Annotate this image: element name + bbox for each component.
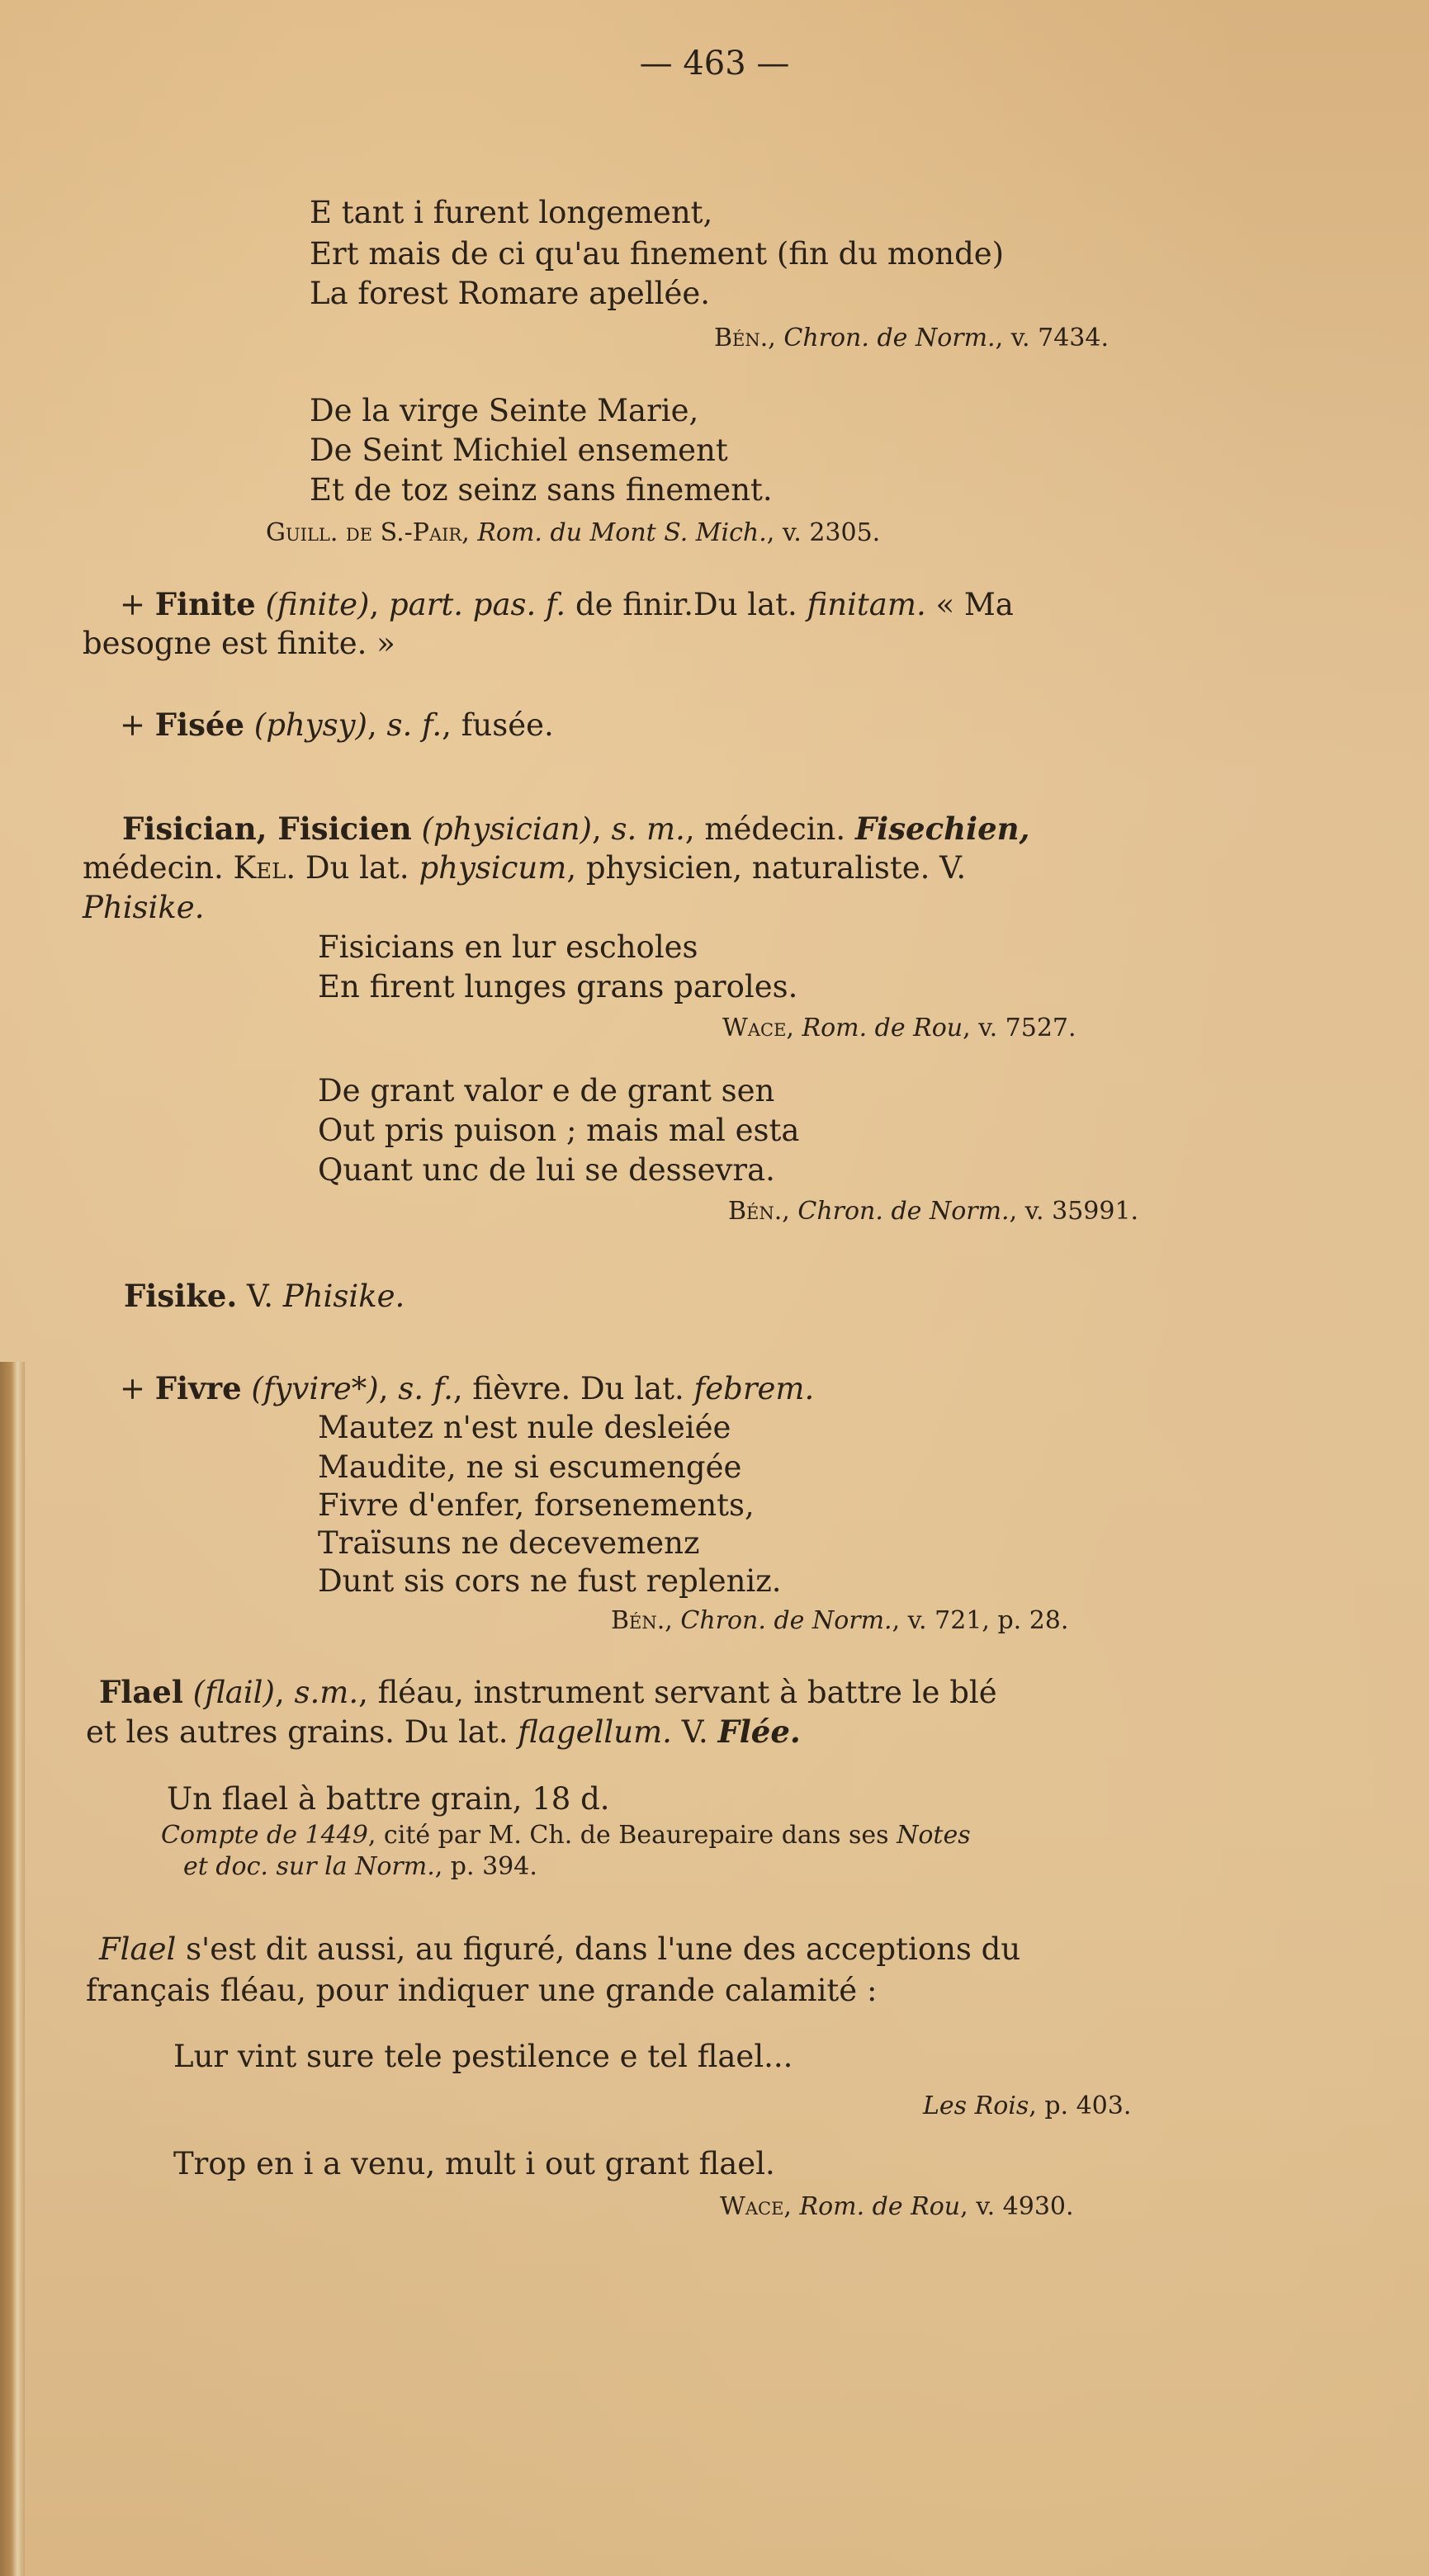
grammar: s. f. — [398, 1371, 453, 1406]
pronunciation: (flail) — [192, 1675, 275, 1710]
entry-fisike — [124, 1278, 405, 1315]
entry-line: + Finite (finite), part. pas. f. de finir.Du lat. finitam. « Ma — [120, 586, 1014, 622]
citation-ref: , v. 7527. — [963, 1014, 1076, 1042]
citation-work: Rom. du Mont S. Mich. — [477, 518, 767, 547]
citation-work: Chron. de Norm. — [783, 324, 996, 352]
citation: Wace, Rom. de Rou, v. 7527. — [722, 1014, 1076, 1042]
citation-work: Les Rois — [923, 2092, 1029, 2120]
quote-line: Trop en i a venu, mult i out grant flael. — [173, 2146, 775, 2181]
citation-cont — [183, 1852, 537, 1882]
note-text: s'est dit aussi, au figuré, dans l'une des acceptions du — [186, 1931, 1021, 1967]
citation-ref: , v. 2305. — [766, 518, 881, 547]
definition-cont: et les autres grains. Du lat. — [86, 1714, 509, 1750]
citation — [161, 1821, 971, 1850]
quote-line: Lur vint sure tele pestilence e tel flael... — [173, 2039, 793, 2074]
headword: Fivre — [154, 1370, 242, 1406]
verse-line: De Seint Michiel ensement — [310, 432, 728, 468]
definition: , fièvre. Du lat. — [452, 1371, 684, 1406]
pronunciation: (physician) — [421, 811, 592, 847]
see-marker: V. — [247, 1279, 274, 1314]
verse-line: Ert mais de ci qu'au finement (fin du monde) — [310, 236, 1005, 272]
citation-ref: , v. 7434. — [995, 324, 1109, 352]
entry-line: + Fivre (fyvire*), s. f., fièvre. Du lat. febrem. — [120, 1370, 815, 1406]
pronunciation: (fyvire*) — [251, 1371, 379, 1406]
verse-line: De grant valor e de grant sen — [318, 1073, 775, 1108]
entry-line: besogne est finite. » — [83, 626, 395, 661]
verse-line: Dunt sis cors ne fust repleniz. — [318, 1563, 782, 1599]
verse-line: Maudite, ne si escumengée — [318, 1449, 742, 1485]
verse-line: Et de toz seinz sans finement. — [310, 472, 773, 508]
entry-line — [83, 850, 966, 886]
etymon: flagellum. — [518, 1714, 672, 1750]
cross-mark-icon: + — [120, 1371, 146, 1406]
citation-ref: , v. 4930. — [960, 2192, 1074, 2221]
definition-cont: « Ma — [935, 587, 1014, 622]
headword: Fisée — [154, 707, 245, 743]
entry-line: Flael (flail), s.m., fléau, instrument servant à battre le blé — [99, 1674, 997, 1710]
citation-work: Chron. de Norm. — [797, 1197, 1010, 1226]
citation-work: Rom. de Rou — [802, 1014, 963, 1042]
headword: Flael — [99, 1674, 183, 1710]
citation-ref: , p. 394. — [434, 1852, 537, 1881]
citation-work: Chron. de Norm. — [680, 1606, 892, 1635]
citation: Bén., Chron. de Norm., v. 721, p. 28. — [611, 1606, 1069, 1635]
cross-mark-icon: + — [120, 587, 146, 622]
pronunciation: (physy) — [253, 707, 367, 743]
grammar: s. m. — [611, 811, 685, 847]
definition: , médecin. — [684, 811, 846, 847]
definition: médecin. — [83, 850, 224, 886]
citation-title: et doc. sur la Norm. — [183, 1852, 435, 1881]
grammar: s. f. — [386, 707, 442, 743]
citation: Bén., Chron. de Norm., v. 7434. — [714, 324, 1109, 352]
etym-intro: Du lat. — [305, 850, 409, 886]
citation-text: , cité par M. Ch. de Beaurepaire dans ses — [367, 1821, 889, 1850]
pronunciation: (finite) — [265, 587, 370, 622]
definition: , fléau, instrument servant à battre le blé — [358, 1675, 997, 1710]
headword-ref: Flael — [99, 1931, 177, 1967]
cross-reference: Phisike. — [282, 1279, 405, 1314]
verse-line: Fivre d'enfer, forsenements, — [318, 1487, 755, 1523]
etymon: finitam. — [807, 587, 926, 622]
verse-line: Traïsuns ne decevemenz — [318, 1525, 700, 1561]
citation-ref: , p. 403. — [1029, 2092, 1132, 2120]
citation: Wace, Rom. de Rou, v. 4930. — [720, 2192, 1074, 2221]
citation-author: Bén. — [728, 1197, 783, 1226]
citation-work: Rom. de Rou — [799, 2192, 961, 2221]
citation-author: Wace — [722, 1014, 787, 1042]
definition: de finir.Du lat. — [575, 587, 797, 622]
see-marker: V. — [681, 1714, 708, 1750]
citation-author: Guill. de S.-Pair — [266, 518, 462, 547]
citation-author: Bén. — [611, 1606, 665, 1635]
entry-line: Fisician, Fisicien (physician), s. m., médecin. Fisechien, — [122, 811, 1030, 847]
verse-line: Mautez n'est nule desleiée — [318, 1410, 731, 1445]
citation: Bén., Chron. de Norm., v. 35991. — [728, 1197, 1139, 1226]
citation-author: Bén. — [714, 324, 769, 352]
etymon: physicum — [419, 850, 567, 886]
quote-line: Un flael à battre grain, 18 d. — [167, 1781, 610, 1817]
etymon: febrem. — [693, 1371, 815, 1406]
headword: Finite — [154, 586, 256, 622]
definition: , fusée. — [442, 707, 554, 743]
verse-line: En firent lunges grans paroles. — [318, 969, 798, 1004]
citation-author: Wace — [720, 2192, 784, 2221]
page-number: — 463 — — [639, 45, 790, 83]
cross-reference: Flée. — [717, 1713, 801, 1750]
citation-ref: , v. 721, p. 28. — [892, 1606, 1069, 1635]
source-abbrev: Kel. — [233, 850, 296, 886]
entry-line — [86, 1713, 801, 1751]
grammar: s.m. — [294, 1675, 359, 1710]
verse-line: Quant unc de lui se dessevra. — [318, 1152, 775, 1188]
headword: Fisike. — [124, 1278, 238, 1314]
citation-work: Compte de 1449 — [161, 1821, 368, 1850]
figurative-note-cont: français fléau, pour indiquer une grande calamité : — [86, 1973, 878, 2008]
cross-mark-icon: + — [120, 707, 146, 743]
page-binding-edge — [0, 1362, 25, 2576]
figurative-note — [99, 1931, 1020, 1968]
grammar: part. pas. f. — [388, 587, 566, 622]
verse-line: La forest Romare apellée. — [310, 276, 711, 311]
gloss: , physicien, naturaliste. V. — [566, 850, 967, 886]
entry-fisee: + Fisée (physy), s. f., fusée. — [120, 707, 554, 743]
headword: Fisician, Fisicien — [122, 811, 412, 847]
verse-line: Fisicians en lur escholes — [318, 929, 698, 965]
citation-ref: , v. 35991. — [1009, 1197, 1139, 1226]
citation — [923, 2092, 1131, 2121]
cross-reference: Phisike. — [83, 890, 205, 925]
verse-line: Out pris puison ; mais mal esta — [318, 1113, 800, 1148]
citation-title: Notes — [897, 1821, 971, 1850]
citation: Guill. de S.-Pair, Rom. du Mont S. Mich., v. 2305. — [266, 518, 881, 547]
variant: Fisechien, — [854, 811, 1030, 847]
verse-line: De la virge Seinte Marie, — [310, 393, 699, 428]
verse-line: E tant i furent longement, — [310, 195, 713, 230]
